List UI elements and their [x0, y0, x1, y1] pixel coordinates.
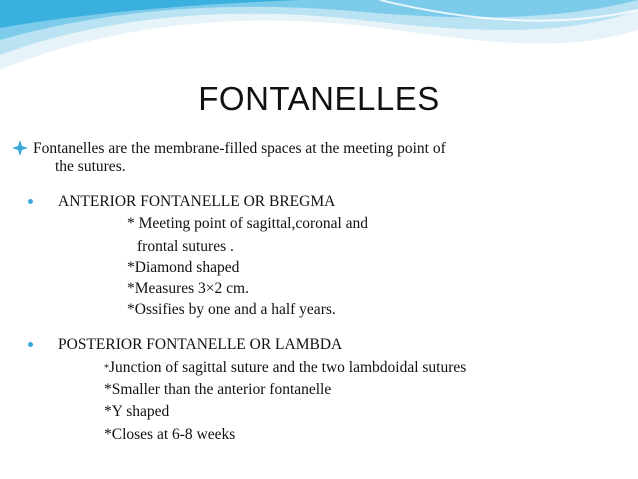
intro-line-2: the sutures.	[55, 158, 126, 175]
anterior-heading: ANTERIOR FONTANELLE OR BREGMA	[58, 193, 336, 210]
anterior-item: *Diamond shaped	[127, 259, 240, 276]
posterior-item-first-text: Junction of sagittal suture and the two lambdoidal sutures	[109, 359, 467, 376]
bullet-dot-icon	[28, 199, 33, 204]
posterior-item: *Y shaped	[104, 403, 170, 420]
posterior-item-first	[104, 358, 466, 378]
small-asterisk: *	[104, 363, 109, 374]
anterior-item: *Ossifies by one and a half years.	[127, 301, 336, 318]
intro-line-1: Fontanelles are the membrane-filled spaces at the meeting point of	[33, 140, 446, 157]
decorative-wave-banner	[0, 0, 638, 80]
anterior-item: * Meeting point of sagittal,coronal and	[127, 215, 369, 232]
bullet-dot-icon	[28, 342, 33, 347]
anterior-item: *Measures 3×2 cm.	[127, 280, 249, 297]
anterior-item: frontal sutures .	[137, 238, 234, 255]
posterior-heading: POSTERIOR FONTANELLE OR LAMBDA	[58, 336, 343, 353]
posterior-item: *Closes at 6-8 weeks	[104, 426, 236, 443]
diamond-bullet-icon	[12, 140, 28, 156]
posterior-item: *Smaller than the anterior fontanelle	[104, 381, 332, 398]
slide-title: FONTANELLES	[198, 80, 440, 117]
